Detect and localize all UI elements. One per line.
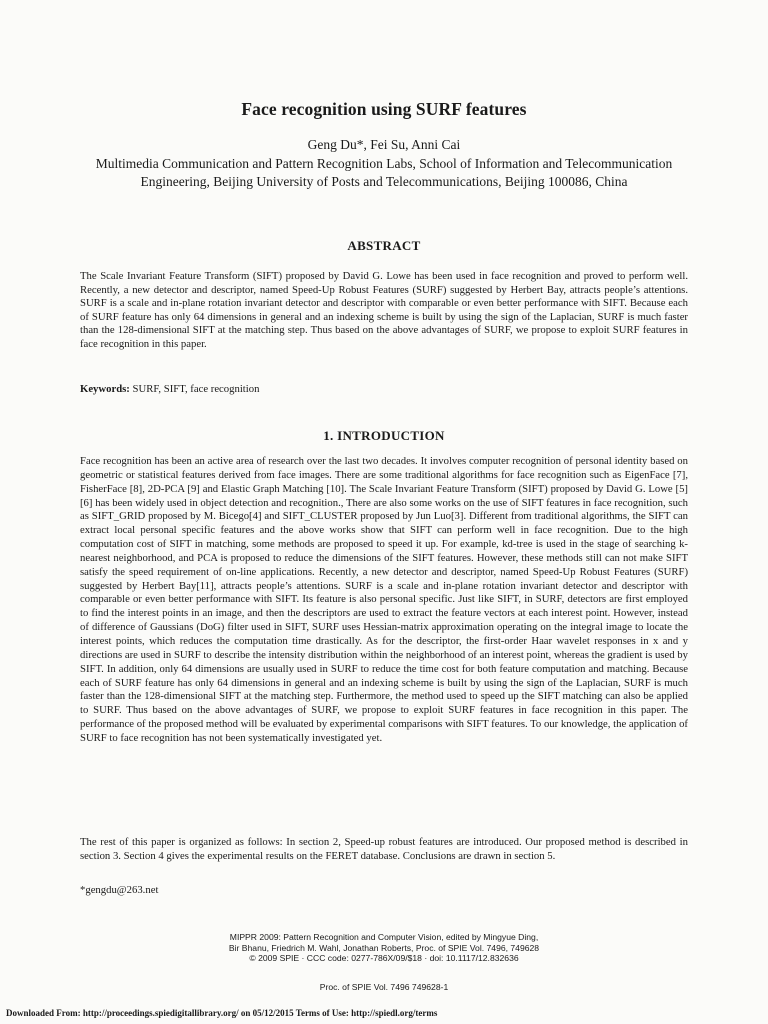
proceedings-citation — [0, 932, 768, 964]
author-affiliation: Multimedia Communication and Pattern Recognition Labs, School of Information and Telecommunication Engineering, Beijing University of Posts and Telecommunications, Beijing 100086, China — [95, 156, 673, 189]
author-list: Geng Du*, Fei Su, Anni Cai — [307, 137, 461, 152]
introduction-paragraph-1: Face recognition has been an active area of research over the last two decades. It involves computer recognition of personal identity based on geometric or statistical features derived from face images. There are some traditional algorithms for face recognition such as EigenFace [7], FisherFace [8], 2D-PCA [9] and Elastic Graph Matching [10]. The Scale Invariant Feature Transform (SIFT) proposed by David G. Lowe [5][6] has been widely used in object detection and recognition., There are also some works on the use of SIFT features in face recognition, such as SIFT_GRID proposed by M. Bicego[4] and SIFT_CLUSTER proposed by Jun Luo[3]. Different from traditional algorithms, the SIFT can extract local personal specific features and the above works show that SIFT can perform well in face recognition. Due to the high computation cost of SIFT in matching, some methods are proposed to speed it up. For example, kd-tree is used in the stage of searching k-nearest neighborhood, and PCA is proposed to reduce the dimensions of the SIFT features. However, these methods still can not make SIFT satisfy the speed requirement of on-line applications. Recently, a new detector and descriptor, named Speed-Up Robust Features (SURF) suggested by Herbert Bay[11], attracts people’s attentions. SURF is a scale and in-plane rotation invariant detector and descriptor with comparable or even better performance with SIFT. Its feature is also personal specific. Just like SIFT, in SURF, detectors are first employed to find the interest points in an image, and then the descriptors are used to extract the feature vectors at each interest point. However, instead of difference of Gaussians (DoG) filter used in SIFT, SURF uses Hessian-matrix approximation operating on the integral image to locate the interest points, which reduces the computation time drastically. As for the descriptor, the first-order Haar wavelet responses in x and y directions are used in SURF to describe the intensity distribution within the neighborhood of an interest point, whereas the gradient is used by SIFT. In addition, only 64 dimensions are usually used in SURF to reduce the time cost for both feature computation and matching. Because each of SURF feature has only 64 dimensions in general and an indexing scheme is built by using the sign of the Laplacian, SURF is much faster than the 128-dimensional SIFT at the matching step. Furthermore, the method used to speed up the SIFT matching can also be applied to SURF. Thus based on the above advantages of SURF, we propose to exploit SURF features in face recognition in this paper. The performance of the proposed method will be evaluated by experimental comparisons with SIFT features. To our knowledge, the application of SURF to face recognition has not been systematically investigated yet. — [80, 455, 688, 744]
section-heading-introduction: 1. INTRODUCTION — [323, 428, 445, 443]
keywords-line — [80, 383, 688, 397]
keywords-label: Keywords: — [80, 383, 130, 395]
abstract-heading: ABSTRACT — [347, 238, 421, 253]
keywords-text: SURF, SIFT, face recognition — [132, 383, 260, 395]
download-notice: Downloaded From: http://proceedings.spiedigitallibrary.org/ on 05/12/2015 Terms of Use: http://spiedl.org/terms — [6, 1008, 438, 1018]
proceedings-line-3: © 2009 SPIE · CCC code: 0277-786X/09/$18 · doi: 10.1117/12.832636 — [249, 953, 519, 963]
page-reference: Proc. of SPIE Vol. 7496 749628-1 — [319, 982, 449, 992]
author-email-footnote: *gengdu@263.net — [80, 884, 159, 896]
introduction-paragraph-2: The rest of this paper is organized as follows: In section 2, Speed-up robust features are introduced. Our proposed method is described in section 3. Section 4 gives the experimental results on the FERET database. Conclusions are drawn in section 5. — [80, 836, 688, 862]
proceedings-line-2: Bir Bhanu, Friedrich M. Wahl, Jonathan Roberts, Proc. of SPIE Vol. 7496, 749628 — [228, 942, 540, 953]
paper-title: Face recognition using SURF features — [241, 99, 527, 119]
proceedings-line-1: MIPPR 2009: Pattern Recognition and Computer Vision, edited by Mingyue Ding, — [229, 932, 539, 942]
abstract-body: The Scale Invariant Feature Transform (SIFT) proposed by David G. Lowe has been used in face recognition and proved to perform well. Recently, a new detector and descriptor, named Speed-Up Robust Features (SURF) suggested by Herbert Bay, attracts people’s attentions. SURF is a scale and in-plane rotation invariant detector and descriptor with comparable or even better performance with SIFT. Because each of SURF feature has only 64 dimensions in general and an indexing scheme is built by using the sign of the Laplacian, SURF is much faster than the 128-dimensional SIFT at the matching step. Thus based on the above advantages of SURF, we propose to exploit SURF features in face recognition in this paper. — [80, 270, 688, 350]
